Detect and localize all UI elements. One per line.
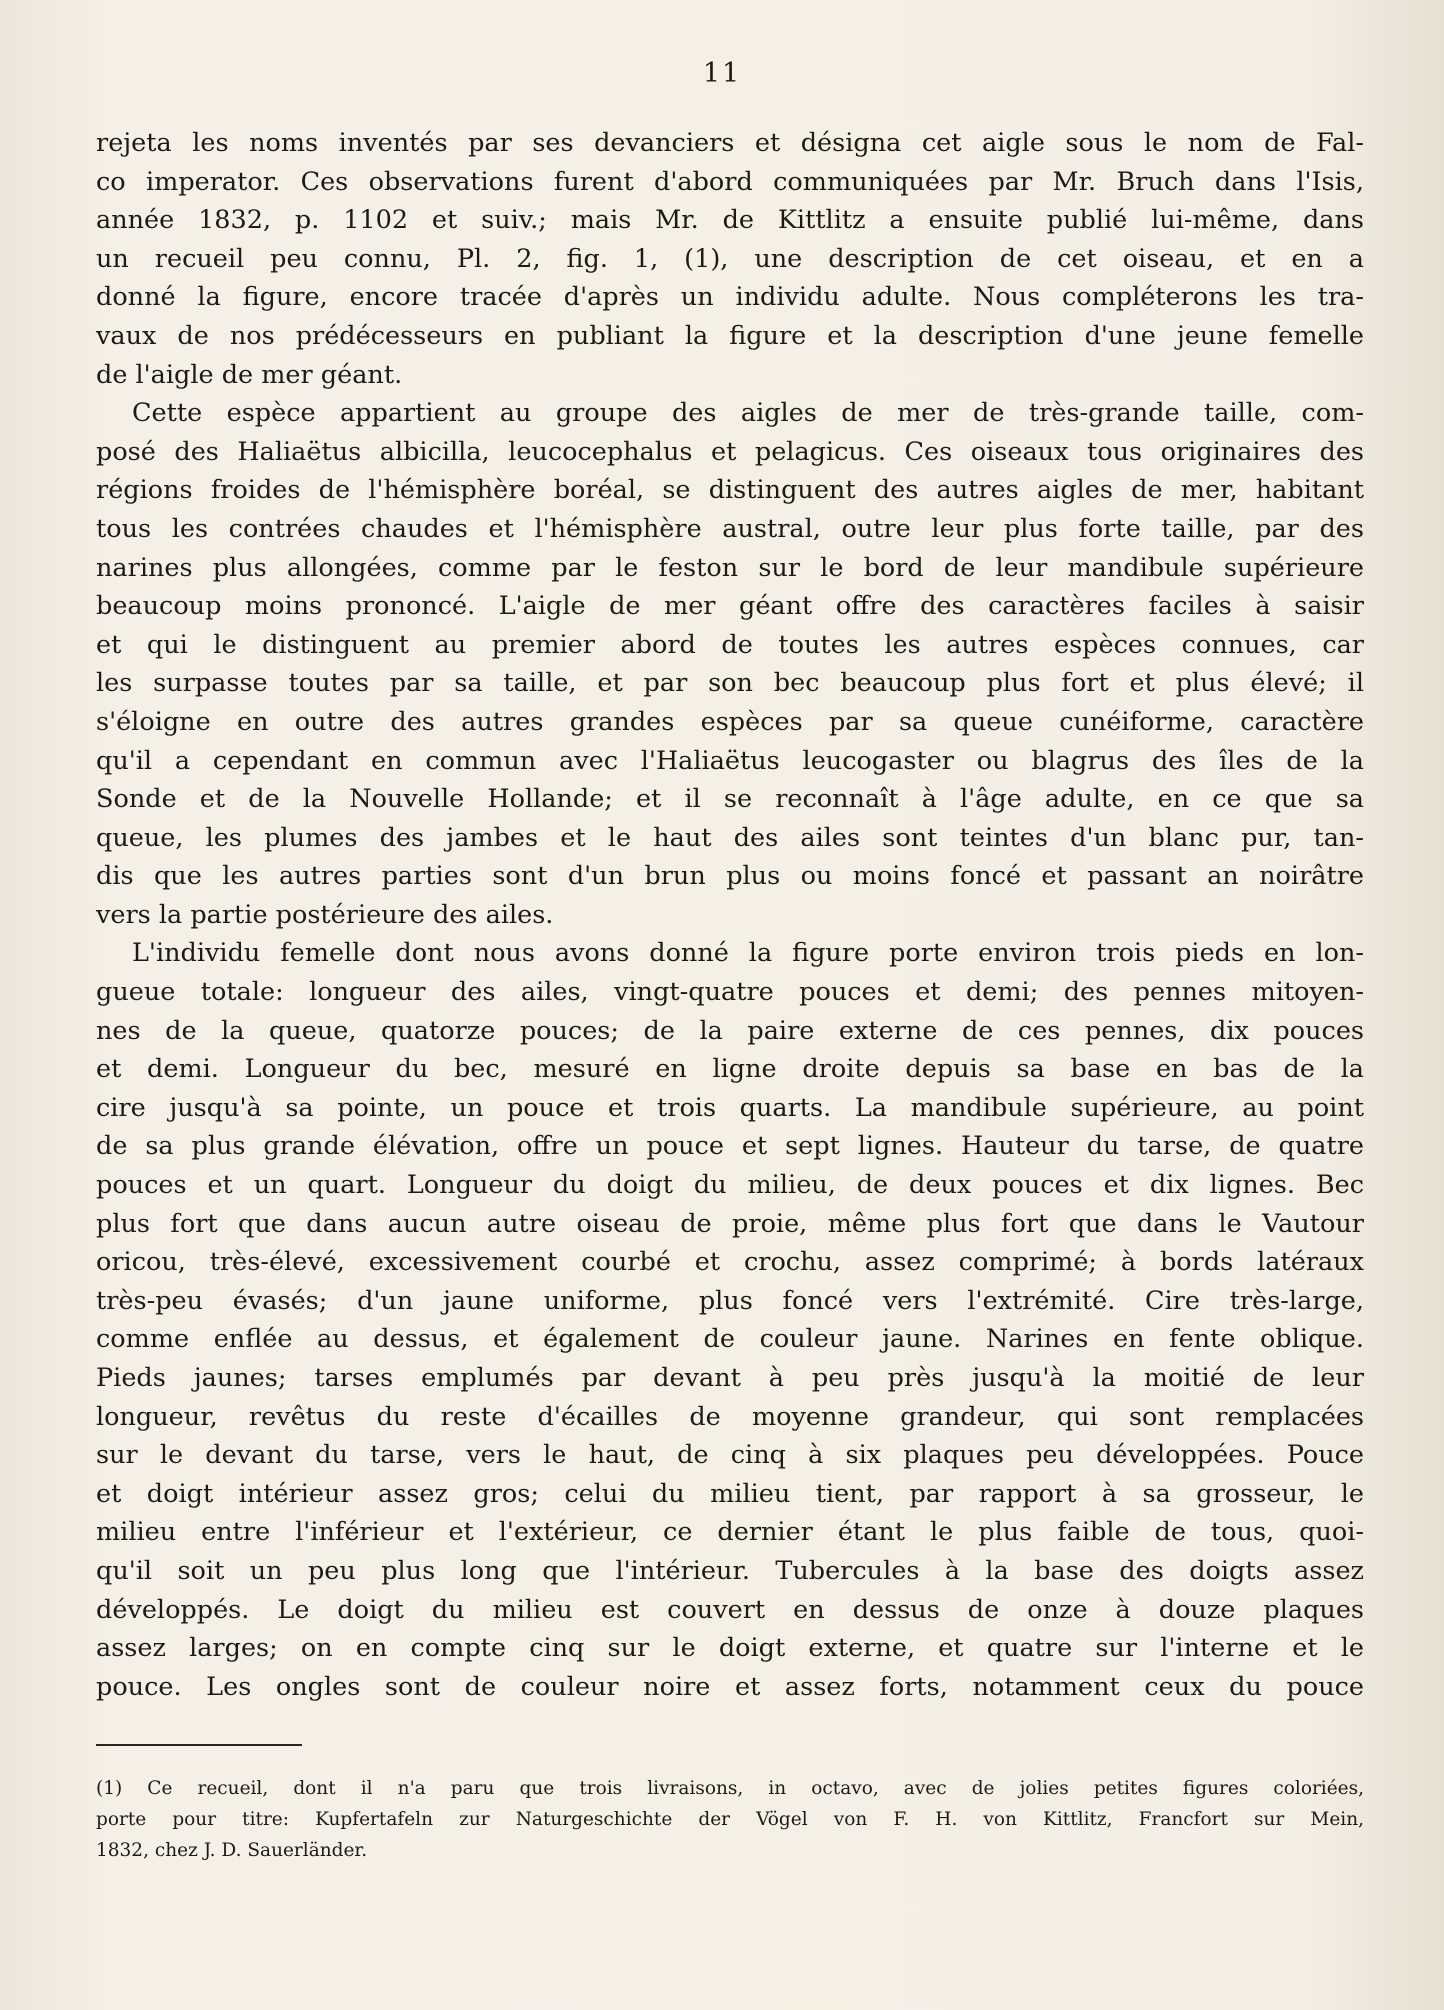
footnote	[96, 1773, 1364, 1866]
text-line: et qui le distinguent au premier abord de toutes les autres espèces connues, car	[96, 629, 1364, 660]
footnote-line: porte pour titre: Kupfertafeln zur Naturgeschichte der Vögel von F. H. von Kittlitz, Francfort sur Mein,	[96, 1809, 1364, 1830]
footnote-line: 1832, chez J. D. Sauerländer.	[96, 1840, 368, 1861]
text-line: et demi. Longueur du bec, mesuré en ligne droite depuis sa base en bas de la	[96, 1054, 1364, 1085]
text-line: oricou, très-élevé, excessivement courbé et crochu, assez comprimé; à bords latéraux	[96, 1247, 1364, 1278]
text-line: Sonde et de la Nouvelle Hollande; et il se reconnaît à l'âge adulte, en ce que sa	[96, 784, 1364, 815]
text-line: plus fort que dans aucun autre oiseau de proie, même plus fort que dans le Vautour	[96, 1208, 1364, 1239]
text-line: s'éloigne en outre des autres grandes espèces par sa queue cunéiforme, caractère	[96, 706, 1364, 737]
text-line: longueur, revêtus du reste d'écailles de moyenne grandeur, qui sont remplacées	[96, 1401, 1364, 1432]
text-line: les surpasse toutes par sa taille, et par son bec beaucoup plus fort et plus élevé; il	[96, 668, 1364, 699]
text-line: assez larges; on en compte cinq sur le doigt externe, et quatre sur l'interne et le	[96, 1633, 1364, 1664]
text-line: Pieds jaunes; tarses emplumés par devant à peu près jusqu'à la moitié de leur	[96, 1363, 1364, 1393]
text-line: développés. Le doigt du milieu est couvert en dessus de onze à douze plaques	[96, 1594, 1364, 1625]
paragraph-1	[96, 124, 1364, 394]
text-line: milieu entre l'inférieur et l'extérieur, ce dernier étant le plus faible de tous, quoi-	[96, 1517, 1364, 1548]
text-line: dis que les autres parties sont d'un brun plus ou moins foncé et passant an noirâtre	[96, 861, 1364, 892]
text-line: nes de la queue, quatorze pouces; de la paire externe de ces pennes, dix pouces	[96, 1015, 1364, 1046]
text-line: posé des Haliaëtus albicilla, leucocephalus et pelagicus. Ces oiseaux tous originaires des	[96, 436, 1364, 467]
text-line: régions froides de l'hémisphère boréal, se distinguent des autres aigles de mer, habitant	[96, 475, 1364, 506]
text-line: cire jusqu'à sa pointe, un pouce et trois quarts. La mandibule supérieure, au point	[96, 1092, 1364, 1123]
paragraph-3	[96, 934, 1364, 1706]
text-line: qu'il soit un peu plus long que l'intérieur. Tubercules à la base des doigts assez	[96, 1555, 1364, 1586]
paragraph-2	[96, 394, 1364, 934]
page-number: 11	[702, 58, 742, 89]
text-line: queue, les plumes des jambes et le haut des ailes sont teintes d'un blanc pur, tan-	[96, 822, 1364, 853]
text-line: vaux de nos prédécesseurs en publiant la figure et la description d'une jeune femelle	[96, 320, 1364, 351]
text-line: vers la partie postérieure des ailes.	[96, 899, 554, 930]
text-line: narines plus allongées, comme par le feston sur le bord de leur mandibule supérieure	[96, 552, 1364, 583]
text-line: pouces et un quart. Longueur du doigt du milieu, de deux pouces et dix lignes. Bec	[96, 1170, 1364, 1201]
text-line: un recueil peu connu, Pl. 2, fig. 1, (1), une description de cet oiseau, et en a	[96, 243, 1364, 274]
text-line: donné la figure, encore tracée d'après un individu adulte. Nous compléterons les tra-	[96, 282, 1364, 313]
footnote-divider	[96, 1744, 302, 1746]
text-line: de sa plus grande élévation, offre un pouce et sept lignes. Hauteur du tarse, de quatre	[96, 1131, 1364, 1162]
body-text	[96, 124, 1364, 1706]
text-line: L'individu femelle dont nous avons donné la figure porte environ trois pieds en lon-	[132, 938, 1364, 969]
text-line: co imperator. Ces observations furent d'abord communiquées par Mr. Bruch dans l'Isis,	[96, 166, 1364, 197]
text-line: et doigt intérieur assez gros; celui du milieu tient, par rapport à sa grosseur, le	[96, 1478, 1364, 1509]
text-line: sur le devant du tarse, vers le haut, de cinq à six plaques peu développées. Pouce	[96, 1440, 1364, 1471]
text-line: gueue totale: longueur des ailes, vingt-quatre pouces et demi; des pennes mitoyen-	[96, 977, 1364, 1008]
text-line: qu'il a cependant en commun avec l'Haliaëtus leucogaster ou blagrus des îles de la	[96, 745, 1364, 776]
text-line: tous les contrées chaudes et l'hémisphère austral, outre leur plus forte taille, par des	[96, 513, 1364, 544]
text-line: comme enflée au dessus, et également de couleur jaune. Narines en fente oblique.	[96, 1324, 1364, 1355]
text-line: beaucoup moins prononcé. L'aigle de mer géant offre des caractères faciles à saisir	[96, 591, 1364, 622]
footnote-line: (1) Ce recueil, dont il n'a paru que trois livraisons, in octavo, avec de jolies petites figures coloriées,	[96, 1778, 1364, 1799]
text-line: très-peu évasés; d'un jaune uniforme, plus foncé vers l'extrémité. Cire très-large,	[96, 1285, 1364, 1316]
text-line: de l'aigle de mer géant.	[96, 359, 403, 390]
text-line: pouce. Les ongles sont de couleur noire et assez forts, notamment ceux du pouce	[96, 1671, 1364, 1702]
text-line: année 1832, p. 1102 et suiv.; mais Mr. de Kittlitz a ensuite publié lui-même, dans	[96, 205, 1364, 236]
text-line: Cette espèce appartient au groupe des aigles de mer de très-grande taille, com-	[132, 398, 1364, 429]
text-line: rejeta les noms inventés par ses devanciers et désigna cet aigle sous le nom de Fal-	[96, 128, 1364, 158]
